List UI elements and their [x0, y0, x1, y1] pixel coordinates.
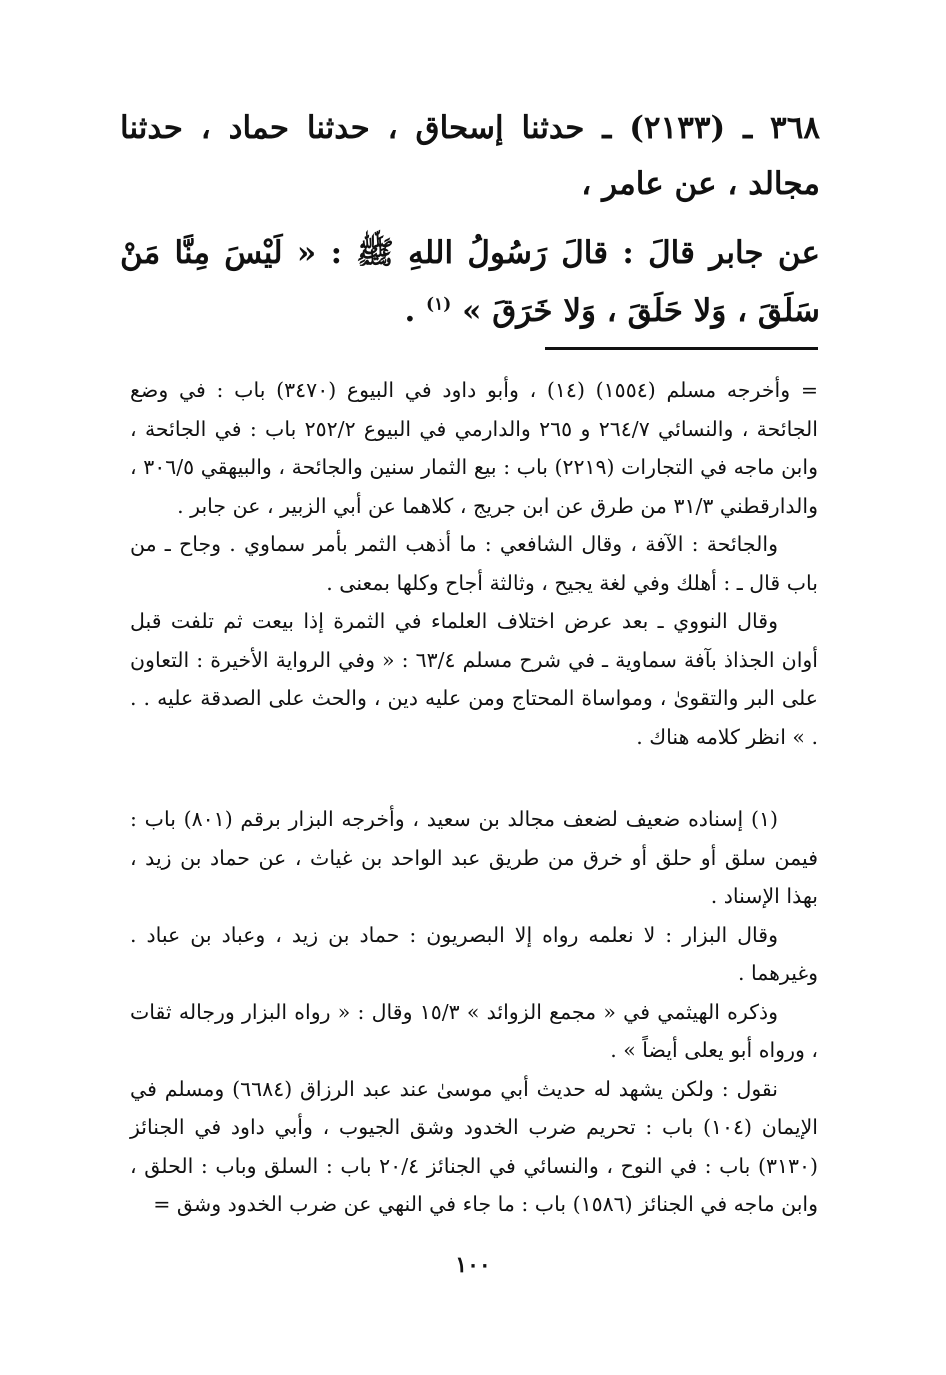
footnote-divider: [545, 347, 818, 350]
footnote-continuation: [130, 371, 818, 756]
footnote-paragraph: وقال البزار : لا نعلمه رواه إلا البصريون : حماد بن زيد ، وعباد بن عباد . وغيرهما .: [130, 922, 818, 985]
footnote-paragraph: نقول : ولكن يشهد له حديث أبي موسىٰ عند عبد الرزاق (٦٦٨٤) ومسلم في الإيمان (١٠٤) باب : تحريم ضرب الخدود وشق الجيوب ، وأبي داود في الجنائز (٣١٣٠) باب : في النوح ، والنسائي في الجنائز ٢٠/٤ باب : السلق وباب : الحلق ، وابن ماجه في الجنائز (١٥٨٦) باب : ما جاء في النهي عن ضرب الخدود وشق =: [130, 1076, 818, 1216]
hadith-quote: « لَيْسَ مِنَّا مَنْ سَلَقَ ، وَلا حَلَقَ ، وَلا خَرَقَ »: [120, 235, 820, 329]
hadith-end: .: [404, 293, 427, 329]
page-number: ١٠٠: [455, 1252, 491, 1278]
footnote-paragraph: وقال النووي ـ بعد عرض اختلاف العلماء في الثمرة إذا بيعت ثم تلفت قبل أوان الجذاذ بآفة سماوية ـ في شرح مسلم ٦٣/٤ : « وفي الرواية الأخيرة : التعاون على البر والتقوىٰ ، ومواساة المحتاج ومن عليه دين ، والحث على الصدقة عليه . . . » انظر كلامه هناك .: [130, 609, 818, 749]
hadith-body: [120, 224, 820, 340]
footnote-paragraph: والجائحة : الآفة ، وقال الشافعي : ما أذهب الثمر بأمر سماوي . وجاح ـ من باب قال ـ : أهلك وفي لغة يجيح ، وثالثة أجاح وكلها بمعنى .: [130, 532, 818, 595]
footnote-paragraph: (١) إسناده ضعيف لضعف مجالد بن سعيد ، وأخرجه البزار برقم (٨٠١) باب : فيمن سلق أو حلق أو خرق من طريق عبد الواحد بن غياث ، عن حماد بن زيد ، بهذا الإسناد .: [130, 807, 818, 908]
footnote-paragraph: وذكره الهيثمي في « مجمع الزوائد » ١٥/٣ وقال : « رواه البزار ورجاله ثقات ، ورواه أبو يعلى أيضاً » .: [130, 999, 818, 1062]
footnote-reference: (١): [426, 294, 452, 315]
hadith-intro: عن جابر قالَ : قالَ رَسُولُ اللهِ ﷺ :: [316, 235, 821, 271]
footnote-paragraph: = وأخرجه مسلم (١٥٥٤) (١٤) ، وأبو داود في البيوع (٣٤٧٠) باب : في وضع الجائحة ، والنسائي ٢٦٤/٧ و ٢٦٥ والدارمي في البيوع ٢٥٢/٢ باب : في الجائحة ، وابن ماجه في التجارات (٢٢١٩) باب : بيع الثمار سنين والجائحة ، والبيهقي ٣٠٦/٥ ، والدارقطني ٣١/٣ من طرق عن ابن جريج ، كلاهما عن أبي الزبير ، عن جابر .: [130, 378, 818, 518]
hadith-chain-text: ٣٦٨ ـ (٢١٣٣) ـ حدثنا إسحاق ، حدثنا حماد ، حدثنا مجالد ، عن عامر ،: [120, 110, 820, 202]
footnote-1: [130, 800, 818, 1224]
hadith-chain: [120, 100, 820, 212]
